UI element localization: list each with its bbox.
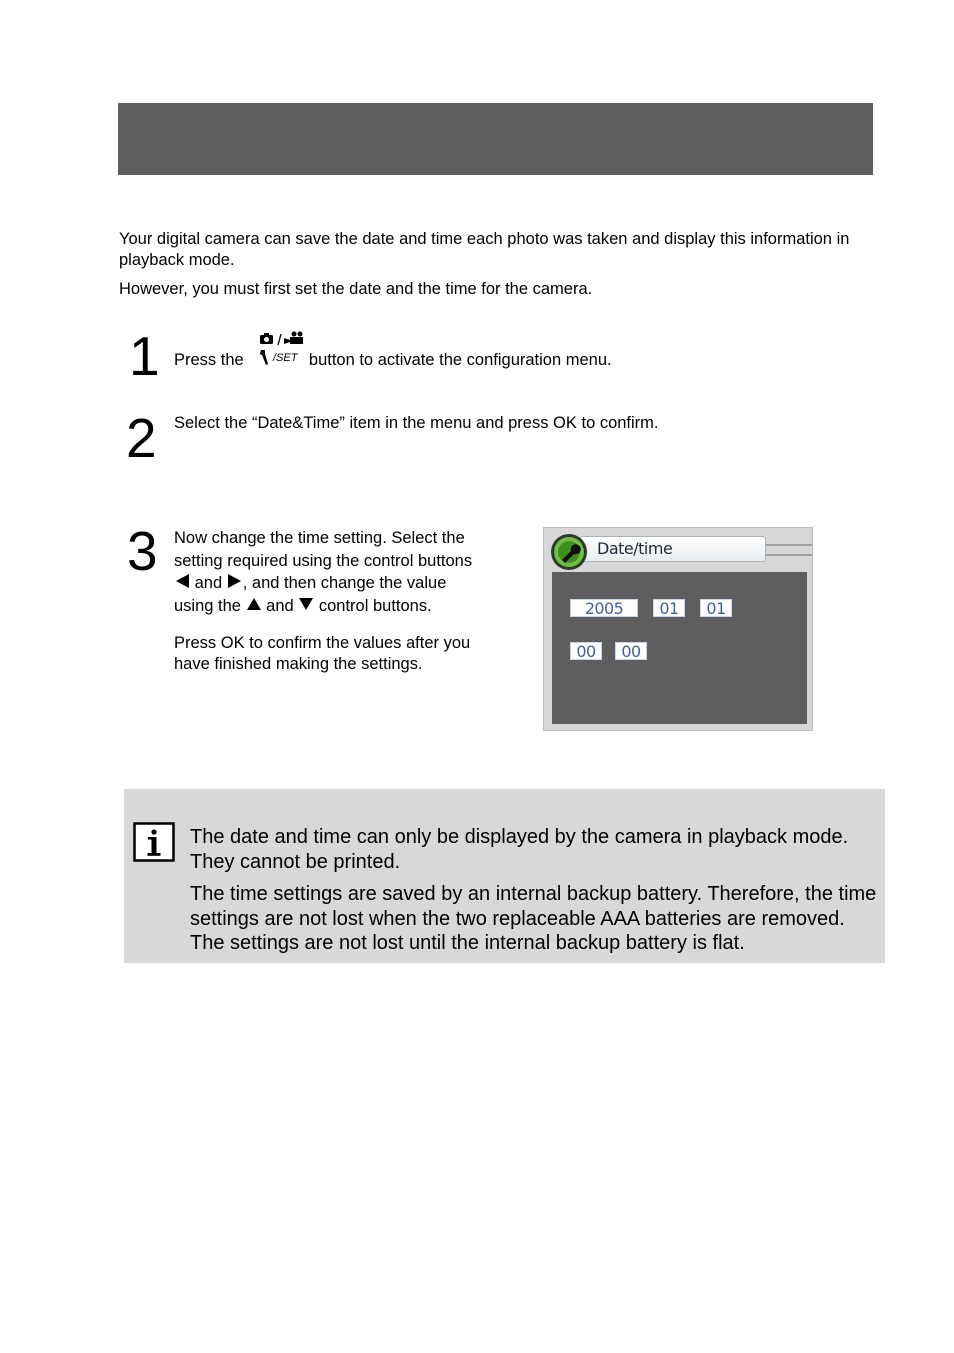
step-3-line-4-start: using the	[174, 596, 241, 615]
step-3-line-2: setting required using the control buttons	[174, 551, 473, 570]
step-3-and-1: and	[194, 574, 223, 592]
minute-field: 00	[615, 642, 647, 660]
note-paragraph-1: The date and time can only be displayed by the camera in playback mode. They cannot be printed.	[190, 826, 849, 873]
intro-paragraph-2: However, you must first set the date and the time for the camera.	[119, 280, 593, 298]
screen-title: Date/time	[597, 539, 673, 558]
step-3-line-4-end: control buttons.	[318, 596, 432, 615]
right-arrow-icon	[227, 574, 243, 588]
step-3-confirm-line-2: have finished making the settings.	[174, 655, 423, 673]
screen-content-area	[552, 572, 807, 724]
step-1-text	[174, 350, 612, 371]
step-3-number: 3	[127, 520, 158, 582]
up-arrow-icon	[246, 597, 262, 611]
screen-title-rail	[766, 544, 812, 556]
screen-title-tab	[580, 536, 766, 562]
day-field: 01	[700, 599, 732, 617]
step-3-confirm-line-1: Press OK to confirm the values after you	[174, 634, 471, 652]
hour-field: 00	[570, 642, 602, 660]
step-1-text-before: Press the	[174, 351, 244, 369]
left-arrow-icon	[174, 574, 190, 588]
step-3-and-2: and	[266, 596, 294, 615]
wrench-settings-icon	[549, 532, 589, 572]
section-header-bar	[118, 103, 873, 175]
note-paragraph-2: The time settings are saved by an internal backup battery. Therefore, the time settings are not lost when the two replaceable AAA batteries are removed. The settings are not lost until the internal backup battery is flat.	[190, 883, 877, 954]
step-1-text-after: button to activate the configuration menu.	[308, 351, 612, 369]
info-icon	[133, 822, 175, 862]
step-1-number: 1	[129, 325, 160, 387]
date-time-screen	[543, 527, 813, 731]
step-3-instructions	[174, 527, 524, 675]
step-3-line-3	[174, 572, 524, 595]
step-2-text: Select the “Date&Time” item in the menu and press OK to confirm.	[174, 414, 659, 432]
set-icon-label: /SET	[273, 352, 298, 364]
down-arrow-icon	[298, 597, 314, 611]
step-3-line-3-end: , and then change the value	[242, 574, 447, 592]
year-field: 2005	[570, 599, 638, 617]
step-3-line-1: Now change the time setting. Select the	[174, 529, 465, 547]
month-field: 01	[653, 599, 685, 617]
step-2-number: 2	[126, 407, 157, 469]
intro-paragraph-1: Your digital camera can save the date and time each photo was taken and display this information in playback mode.	[119, 230, 850, 269]
step-3-line-4	[174, 595, 524, 618]
camera-video-set-button-icon	[256, 330, 308, 368]
